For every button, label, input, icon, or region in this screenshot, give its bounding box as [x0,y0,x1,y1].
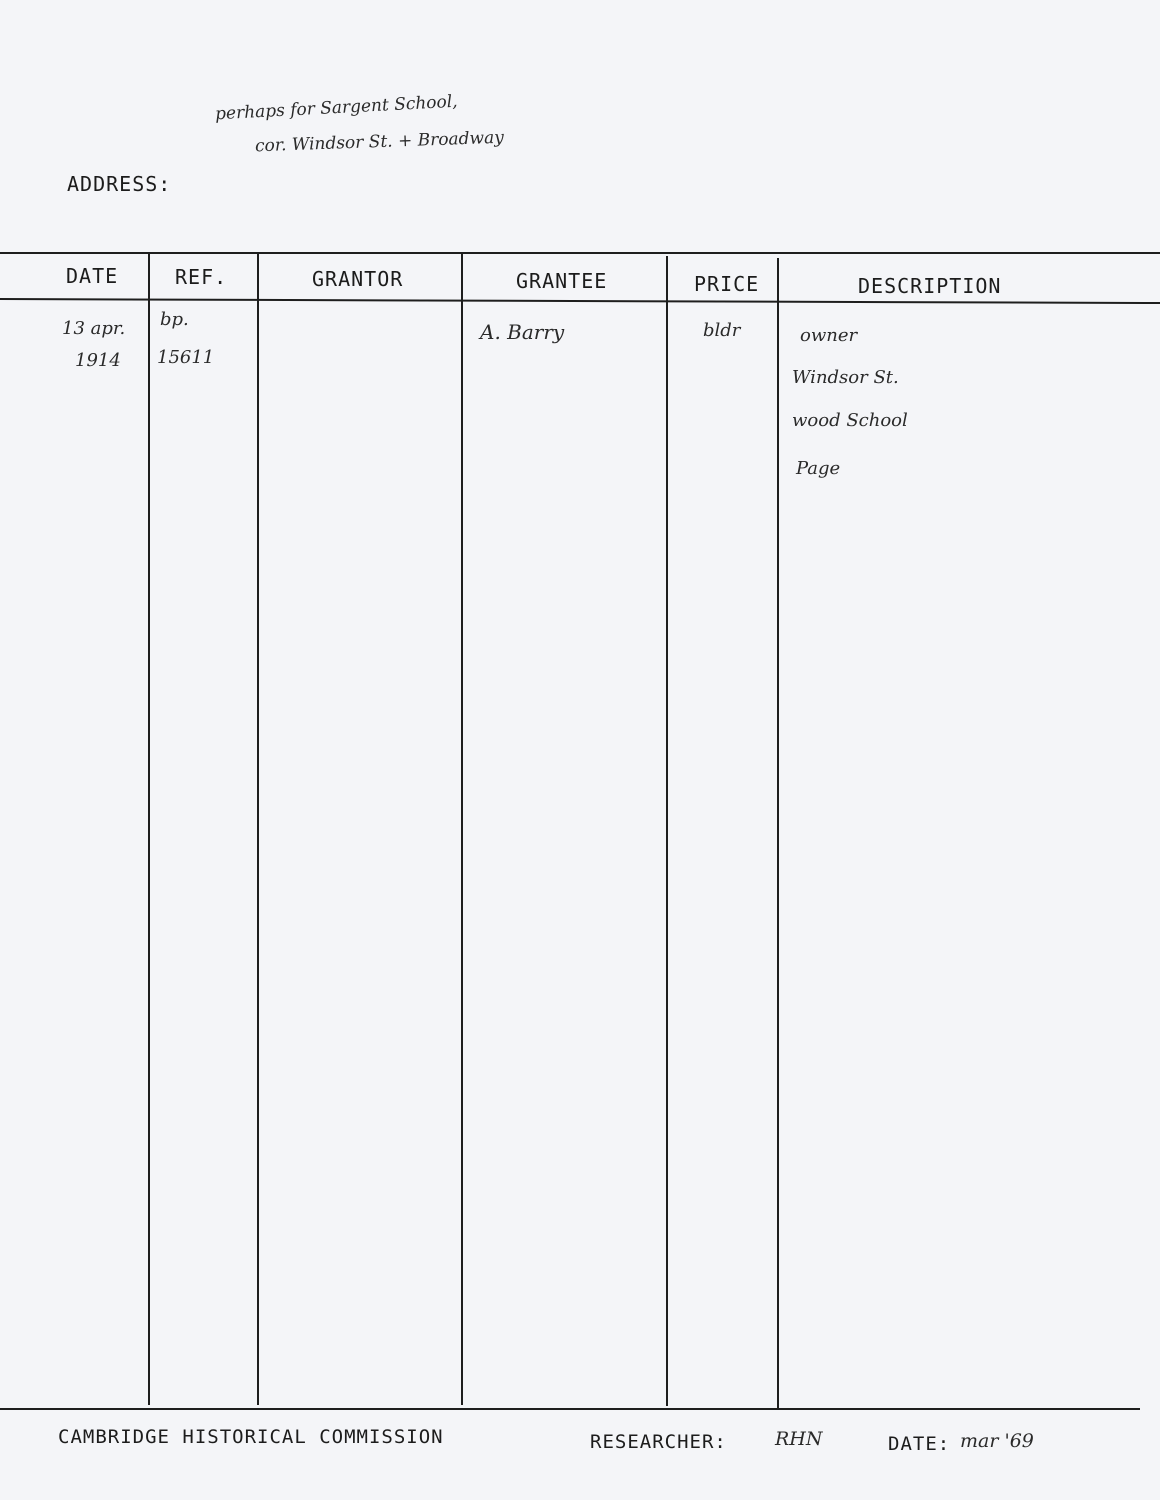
entry-date-line-1: 13 apr. [62,318,126,339]
header-price: PRICE [694,272,760,296]
column-divider-3 [461,253,463,1405]
footer-researcher-label: RESEARCHER: [590,1431,727,1453]
column-divider-2 [257,253,259,1405]
column-divider-5 [777,258,779,1408]
header-grantee: GRANTEE [516,269,608,293]
header-bottom-rule [0,298,1160,304]
footer-date-label: DATE: [888,1433,951,1455]
annotation-line-2: cor. Windsor St. + Broadway [254,127,505,157]
column-divider-1 [148,253,150,1405]
entry-grantee: A. Barry [480,320,565,344]
annotation-line-1: perhaps for Sargent School, [214,91,459,125]
header-ref: REF. [175,265,228,289]
column-divider-4 [666,256,668,1406]
entry-description-line-3: wood School [792,410,908,431]
entry-ref-line-1: bp. [160,309,189,330]
table-top-rule [0,252,1160,254]
entry-description-line-1: owner [800,325,858,346]
bleed-through-watermark [59,200,83,255]
address-label: ADDRESS: [67,172,172,196]
entry-ref-line-2: 15611 [157,347,215,368]
footer-organization: CAMBRIDGE HISTORICAL COMMISSION [58,1426,444,1448]
footer-researcher-value: RHN [775,1428,823,1450]
header-grantor: GRANTOR [312,267,404,291]
entry-description-line-4: Page [796,458,841,479]
header-description: DESCRIPTION [858,274,1002,298]
entry-price: bldr [703,320,741,341]
entry-date-line-2: 1914 [75,350,121,371]
footer-date-value: mar '69 [960,1430,1034,1452]
header-date: DATE [66,264,119,288]
entry-description-line-2: Windsor St. [792,367,899,388]
footer-rule [0,1408,1140,1410]
